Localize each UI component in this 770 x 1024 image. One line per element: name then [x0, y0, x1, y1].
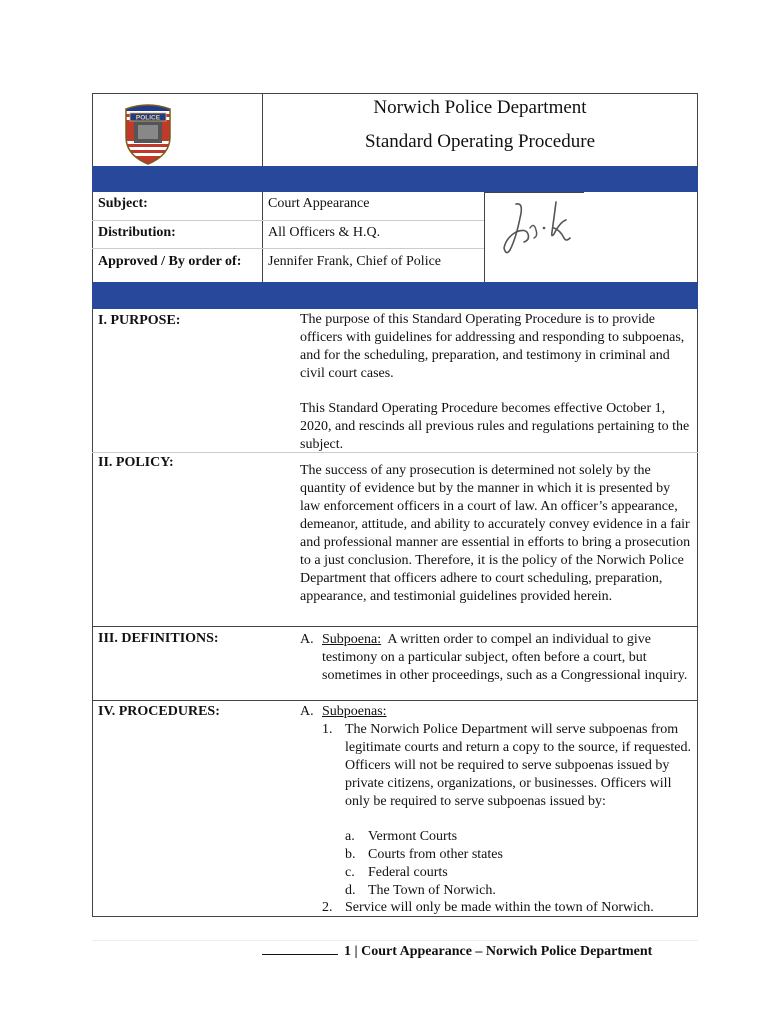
procedure-1-text: The Norwich Police Department will serve subpoenas from legitimate courts and return a copy to the source, if requested. Officers will not be required to serve subpoenas issued by private citizens, organizations, or businesses. Officers will only be required to serve subpoenas issued by: — [345, 722, 691, 809]
definitions-row-line — [92, 700, 698, 701]
table-right-border — [697, 93, 698, 917]
page-footer — [262, 944, 652, 960]
department-title: Norwich Police Department — [373, 97, 587, 118]
subject-row-line — [92, 220, 484, 221]
signature-box-left — [484, 192, 485, 282]
procedure-list-c-text: Federal courts — [368, 865, 448, 880]
procedure-2-text: Service will only be made within the town of Norwich. — [345, 900, 654, 915]
policy-row-line — [92, 626, 698, 627]
footer-page-text: 1 | Court Appearance – Norwich Police Department — [344, 944, 653, 959]
definition-a-term: Subpoena: — [322, 632, 382, 647]
footer-rule — [262, 944, 338, 955]
header-banner — [92, 166, 698, 192]
chief-signature — [494, 198, 576, 260]
procedure-a-title: Subpoenas: — [322, 704, 387, 719]
procedure-list-a-marker: a. — [345, 829, 355, 844]
subject-label: Subject: — [98, 196, 148, 211]
section-banner — [92, 282, 698, 309]
police-badge-logo — [122, 103, 174, 165]
distribution-value: All Officers & H.Q. — [268, 225, 381, 240]
document-type-title: Standard Operating Procedure — [364, 131, 596, 152]
distribution-row-line — [92, 248, 484, 249]
procedure-1-marker: 1. — [322, 722, 333, 737]
policy-label: II. POLICY: — [98, 455, 174, 470]
definition-a-text: A written order to compel an individual to give testimony on a particular subject, often before a court, but sometimes in other proceedings, such as a Congressional inquiry. — [322, 632, 688, 683]
definition-a — [322, 631, 692, 685]
procedure-list-d-marker: d. — [345, 883, 356, 898]
policy-paragraph: The success of any prosecution is determined not solely by the quantity of evidence but by the manner in which it is presented by law enforcement officers in a court of law. An officer’s appearance, demeanor, attitude, and ability to accurately convey evidence in a fair and professional manner are essential in efforts to bring a prosecution to a just conclusion. Therefore, it is the policy of the Norwich Police Department that officers adhere to court scheduling, preparation, appearance, and testimonial guidelines provided herein. — [300, 463, 691, 604]
distribution-label: Distribution: — [98, 225, 176, 240]
definition-a-marker: A. — [300, 632, 314, 647]
logo-text: POLICE — [135, 114, 161, 122]
subject-value: Court Appearance — [268, 196, 370, 211]
procedure-2-marker: 2. — [322, 900, 333, 915]
purpose-paragraph-1: The purpose of this Standard Operating Procedure is to provide officers with guidelines for addressing and responding to subpoenas, and for the scheduling, preparation, and testimony in criminal and civil court cases. — [300, 312, 685, 381]
approved-value: Jennifer Frank, Chief of Police — [268, 254, 442, 269]
footer-separator — [92, 940, 698, 941]
procedures-label: IV. PROCEDURES: — [98, 704, 220, 719]
info-divider — [262, 192, 263, 282]
purpose-paragraph-2: This Standard Operating Procedure becomes effective October 1, 2020, and rescinds all previous rules and regulations pertaining to the subject. — [300, 401, 690, 452]
definitions-label: III. DEFINITIONS: — [98, 631, 219, 646]
purpose-label: I. PURPOSE: — [98, 313, 181, 328]
procedure-list-b-marker: b. — [345, 847, 356, 862]
table-left-border — [92, 93, 93, 917]
procedure-list-d-text: The Town of Norwich. — [368, 883, 496, 898]
approved-label: Approved / By order of: — [98, 254, 242, 269]
table-top-border — [92, 93, 698, 94]
procedure-list-a-text: Vermont Courts — [368, 829, 458, 844]
procedure-a-marker: A. — [300, 704, 314, 719]
signature-box-top — [484, 192, 584, 193]
procedure-list-c-marker: c. — [345, 865, 355, 880]
procedure-list-b-text: Courts from other states — [368, 847, 503, 862]
